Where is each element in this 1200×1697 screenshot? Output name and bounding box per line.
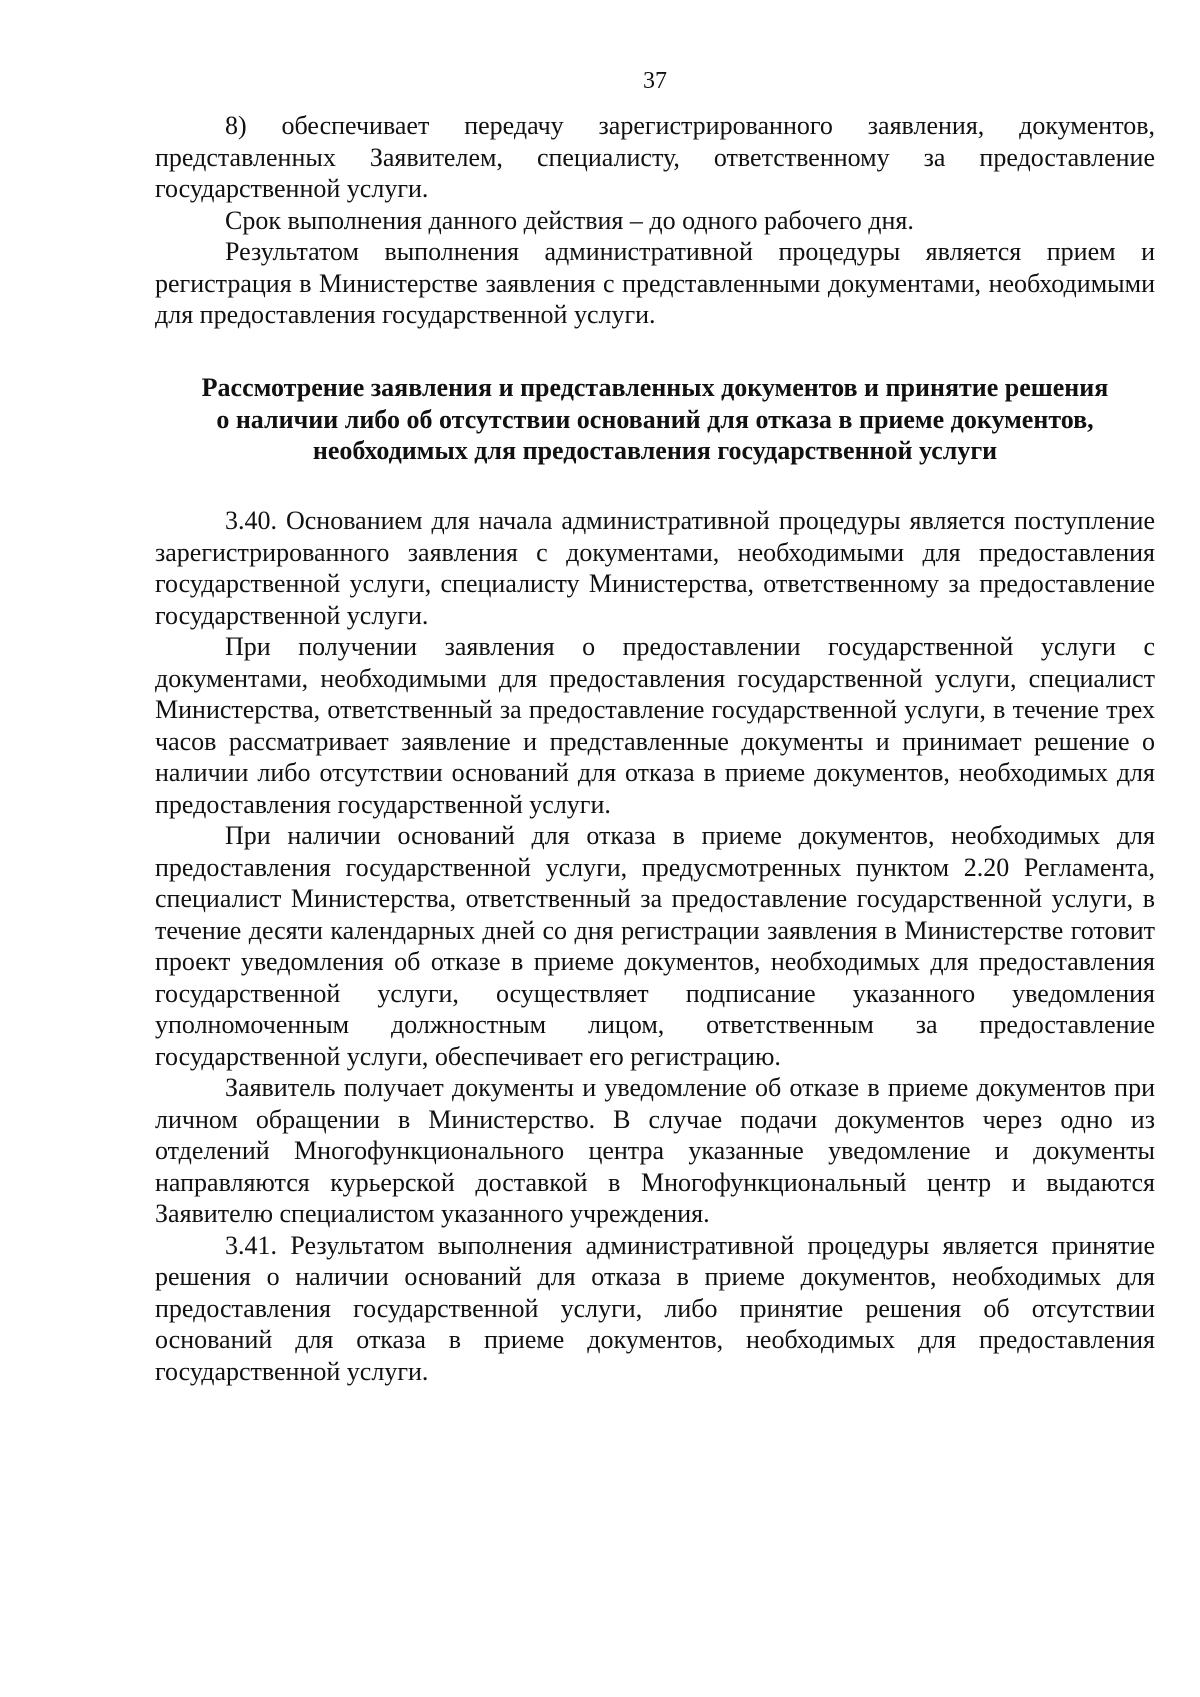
- paragraph-3-40: 3.40. Основанием для начала административной процедуры является поступление зарегистрированного заявления с документами, необходимыми для предоставления государственной услуги, специалисту Министерства, ответственному за предоставление государственной услуги.: [155, 506, 1155, 630]
- section-heading-line-2: о наличии либо об отсутствии оснований для отказа в приеме документов,: [216, 404, 1094, 434]
- section-heading: [145, 372, 1165, 467]
- paragraph-3-41: 3.41. Результатом выполнения административной процедуры является принятие решения о наличии оснований для отказа в приеме документов, необходимых для предоставления государственной услуги, либо принятие решения об отсутствии оснований для отказа в приеме документов, необходимых для предоставления государственной услуги.: [155, 1230, 1155, 1386]
- paragraph-procedure-result: Результатом выполнения административной процедуры является прием и регистрация в Министерстве заявления с представленными документами, необходимыми для предоставления государственной услуги.: [155, 237, 1155, 329]
- section-heading-line-3: необходимых для предоставления государственной услуги: [312, 436, 998, 465]
- paragraph-item-8: 8) обеспечивает передачу зарегистрированного заявления, документов, представленных Заявителем, специалисту, ответственному за предоставление государственной услуги.: [155, 111, 1155, 203]
- paragraph-refusal-grounds: При наличии оснований для отказа в приеме документов, необходимых для предоставления государственной услуги, предусмотренных пунктом 2.20 Регламента, специалист Министерства, ответственный за предоставление государственной услуги, в течение десяти календарных дней со дня регистрации заявления в Министерстве готовит проект уведомления об отказе в приеме документов, необходимых для предоставления государственной услуги, осуществляет подписание указанного уведомления уполномоченным должностным лицом, ответственным за предоставление государственной услуги, обеспечивает его регистрацию.: [155, 821, 1155, 1071]
- paragraph-applicant-receives: Заявитель получает документы и уведомление об отказе в приеме документов при личном обращении в Министерство. В случае подачи документов через одно из отделений Многофункционального центра указанные уведомление и документы направляются курьерской доставкой в Многофункциональный центр и выдаются Заявителю специалистом указанного учреждения.: [155, 1073, 1155, 1228]
- section-heading-line-1: Рассмотрение заявления и представленных документов и принятие решения: [201, 373, 1109, 402]
- intro-text-block: [155, 110, 1155, 331]
- paragraph-review: При получении заявления о предоставлении государственной услуги с документами, необходимыми для предоставления государственной услуги, специалист Министерства, ответственный за предоставление государственной услуги, в течение трех часов рассматривает заявление и представленные документы и принимает решение о наличии либо отсутствии оснований для отказа в приеме документов, необходимых для предоставления государственной услуги.: [155, 632, 1155, 819]
- paragraph-deadline: Срок выполнения данного действия – до одного рабочего дня.: [225, 205, 914, 235]
- main-text-block: [155, 505, 1155, 1387]
- page-number: 37: [643, 68, 667, 94]
